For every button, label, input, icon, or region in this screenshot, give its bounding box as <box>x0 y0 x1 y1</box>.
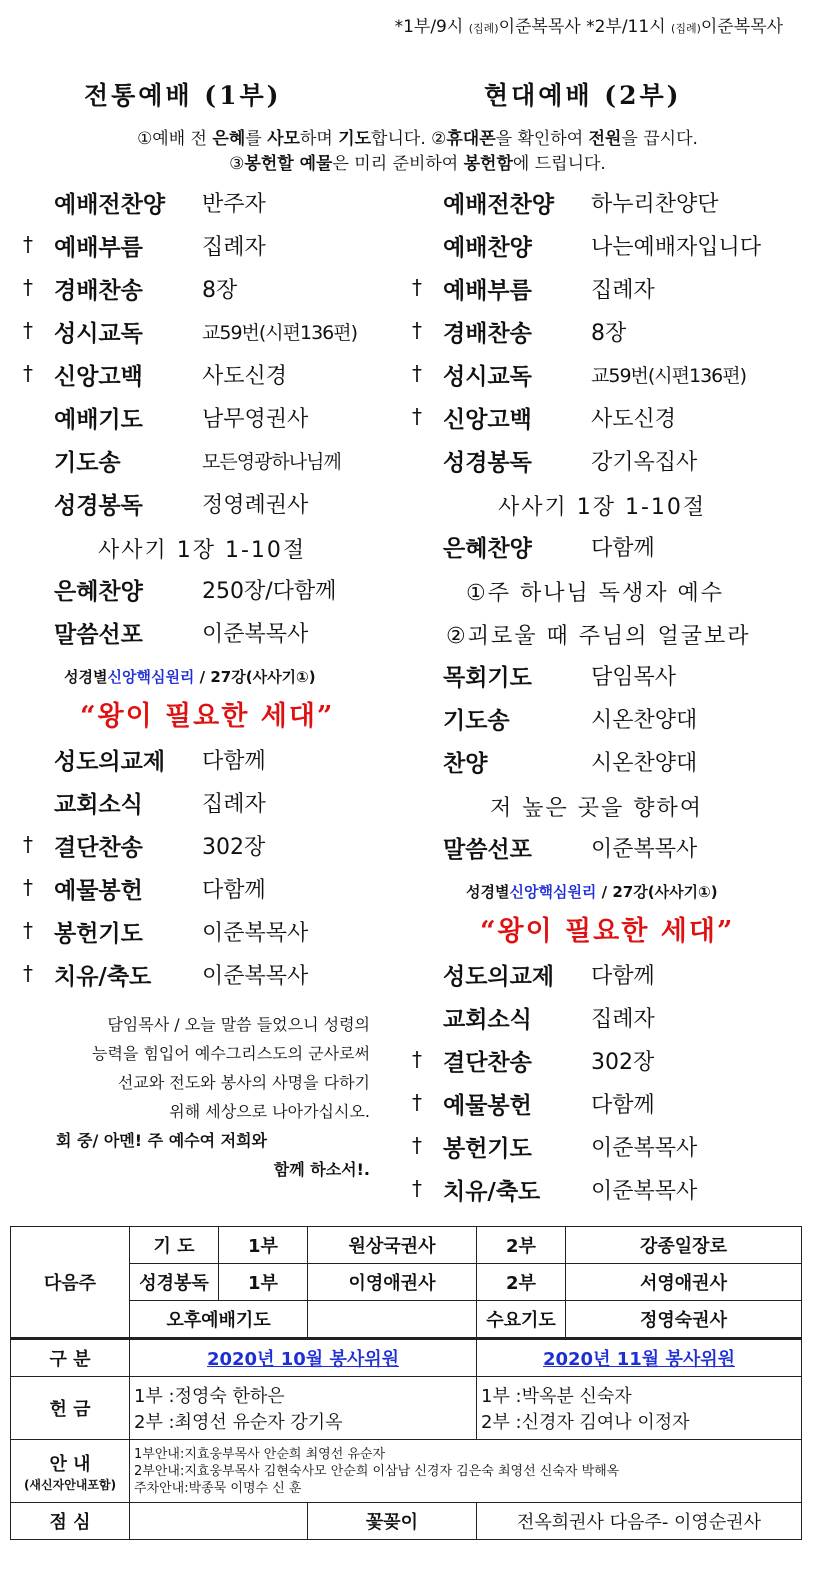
worship-order-item <box>54 740 266 778</box>
dagger-mark: † <box>23 918 33 942</box>
worship-order-item <box>443 441 697 479</box>
order-item-value: 담임목사 <box>591 664 677 690</box>
offering-label: 헌 금 <box>11 1377 130 1440</box>
notice-segment: 에 드립니다. <box>512 154 606 174</box>
order-item-label: 예배전찬양 <box>54 191 166 218</box>
part2-label: 2부 <box>477 1264 566 1301</box>
reading-part1-name: 이영애권사 <box>308 1264 477 1301</box>
dagger-mark: † <box>23 318 33 342</box>
traditional-service-title: 전통예배 (1부) <box>84 81 282 110</box>
dagger-mark: † <box>23 361 33 385</box>
order-item-value: 다함께 <box>202 748 266 774</box>
order-item-value: 이준복목사 <box>591 1135 698 1161</box>
order-item-label: 은혜찬양 <box>443 535 532 562</box>
worship-order-item <box>54 312 357 350</box>
worship-order-item <box>443 226 761 264</box>
october-offering-duty <box>130 1377 477 1440</box>
october-volunteers-link[interactable]: 2020년 10월 봉사위원 <box>206 1349 399 1370</box>
worship-order-item <box>443 355 746 393</box>
prayer-part1-name: 원상국권사 <box>308 1227 477 1264</box>
order-item-label: 은혜찬양 <box>54 578 143 605</box>
scripture-reference: 사사기 1장 1-10절 <box>98 538 307 563</box>
afternoon-prayer-label: 오후예배기도 <box>130 1301 308 1339</box>
benediction-line: 능력을 힘입어 예수그리스도의 군사로써 <box>91 1044 370 1063</box>
modern-service-title: 현대예배 (2부) <box>484 81 682 110</box>
notice-segment: 은 미리 준비하여 <box>332 154 464 174</box>
notice-segment: ①예배 전 <box>137 129 213 149</box>
dagger-mark: † <box>412 1176 422 1200</box>
order-item-value: 8장 <box>591 320 627 346</box>
order-item-label: 성시교독 <box>443 363 532 390</box>
prayer-part2-name: 강종일장로 <box>566 1227 802 1264</box>
order-item-label: 봉헌기도 <box>54 920 143 947</box>
order-item-value: 강기옥집사 <box>591 449 698 475</box>
dagger-mark: † <box>412 318 422 342</box>
order-item-value: 집례자 <box>591 277 655 303</box>
order-item-label: 예배전찬양 <box>443 191 555 218</box>
lunch-team: 꽃꽂이 <box>308 1503 477 1540</box>
worship-order-item <box>443 1041 654 1079</box>
order-item-value: 다함께 <box>591 1092 655 1118</box>
order-item-label: 경배찬송 <box>443 320 532 347</box>
prayer-label: 기 도 <box>130 1227 219 1264</box>
dagger-mark: † <box>412 1133 422 1157</box>
notice-segment: 은혜 <box>212 129 246 149</box>
order-item-value: 이준복목사 <box>591 836 698 862</box>
order-item-label: 신앙고백 <box>443 406 532 433</box>
worship-order-item <box>54 955 308 993</box>
order-item-label: 기도송 <box>443 707 510 734</box>
order-item-label: 말씀선포 <box>54 621 143 648</box>
part1-officiant: 이준복목사 <box>498 17 581 37</box>
sermon-series <box>466 881 718 902</box>
order-item-label: 결단찬송 <box>443 1049 532 1076</box>
dagger-mark: † <box>412 275 422 299</box>
november-volunteers-link[interactable]: 2020년 11월 봉사위원 <box>542 1349 735 1370</box>
scripture-reference: 사사기 1장 1-10절 <box>498 495 707 520</box>
order-item-label: 예배기도 <box>54 406 143 433</box>
order-item-value: 시온찬양대 <box>591 750 698 776</box>
worship-order-item <box>54 269 237 307</box>
sermon-series-part: / 27강(사사기①) <box>194 668 316 686</box>
usher-part1: 1부안내:지효웅부목사 안순희 최영선 유순자 <box>134 1446 386 1462</box>
worship-order-item <box>54 570 336 608</box>
dagger-mark: † <box>412 1090 422 1114</box>
lunch-label: 점 심 <box>11 1503 130 1540</box>
worship-order-item <box>54 912 308 950</box>
dagger-mark: † <box>23 832 33 856</box>
order-item-label: 교회소식 <box>443 1006 532 1033</box>
worship-order-item <box>54 183 266 221</box>
worship-order-item <box>443 312 626 350</box>
part2-officiant: 이준복목사 <box>700 17 783 37</box>
notice-segment: 봉헌함 <box>463 154 513 174</box>
worship-order-item <box>54 226 266 264</box>
order-item-label: 성시교독 <box>54 320 143 347</box>
sermon-title: “왕이 필요한 세대” <box>480 916 735 947</box>
dagger-mark: † <box>23 875 33 899</box>
order-item-value: 집례자 <box>591 1006 655 1032</box>
order-item-value: 302장 <box>202 834 266 860</box>
part1-officiant-tag: (집례) <box>468 22 499 35</box>
worship-order-item <box>443 742 697 780</box>
order-item-label: 말씀선포 <box>443 836 532 863</box>
division-label: 구 분 <box>11 1339 130 1377</box>
usher-duty <box>130 1440 802 1503</box>
order-item-value: 이준복목사 <box>591 1178 698 1204</box>
part1-label: 1부 <box>219 1227 308 1264</box>
part2-label: 2부 <box>477 1227 566 1264</box>
wednesday-prayer-label: 수요기도 <box>477 1301 566 1339</box>
order-item-value: 다함께 <box>591 535 655 561</box>
order-item-value: 250장/다함께 <box>202 578 337 604</box>
dagger-mark: † <box>23 961 33 985</box>
order-item-value: 이준복목사 <box>202 920 309 946</box>
next-week-label: 다음주 <box>11 1227 130 1339</box>
dagger-mark: † <box>23 232 33 256</box>
worship-order-item <box>443 1127 697 1165</box>
dagger-mark: † <box>412 361 422 385</box>
sermon-series-part: / 27강(사사기①) <box>596 883 718 901</box>
worship-order-item <box>443 1170 697 1208</box>
part1-label: 1부 <box>219 1264 308 1301</box>
order-item-label: 치유/축도 <box>54 963 152 990</box>
order-item-label: 예배부름 <box>54 234 143 261</box>
worship-order-item <box>443 1084 655 1122</box>
notice-segment: 전원 <box>588 129 622 149</box>
november-offering-part2: 2부 :신경자 김여나 이정자 <box>481 1412 690 1433</box>
worship-order-item <box>443 656 676 694</box>
notice-segment: 을 확인하여 <box>495 129 589 149</box>
notice-line-1 <box>0 124 835 149</box>
order-item-value: 사도신경 <box>202 363 288 389</box>
order-item-value: 302장 <box>591 1049 655 1075</box>
lunch-names: 전옥희권사 다음주- 이영순권사 <box>477 1503 802 1540</box>
order-item-value: 반주자 <box>202 191 266 217</box>
order-item-label: 기도송 <box>54 449 121 476</box>
order-item-value: 정영례권사 <box>202 492 309 518</box>
notice-segment: 봉헌할 예물 <box>244 154 333 174</box>
order-item-label: 찬양 <box>443 750 488 777</box>
notice-segment: 휴대폰 <box>446 129 496 149</box>
order-item-label: 예배찬양 <box>443 234 532 261</box>
order-item-value: 시온찬양대 <box>591 707 698 733</box>
worship-order-item <box>54 613 308 651</box>
order-item-value: 사도신경 <box>591 406 677 432</box>
order-item-label: 목회기도 <box>443 664 532 691</box>
order-item-label: 예배부름 <box>443 277 532 304</box>
order-item-label: 신앙고백 <box>54 363 143 390</box>
order-item-label: 성경봉독 <box>443 449 532 476</box>
afternoon-prayer-name <box>308 1301 477 1339</box>
service-duty-table <box>10 1226 802 1540</box>
order-item-label: 경배찬송 <box>54 277 143 304</box>
worship-order-item <box>443 699 697 737</box>
sermon-series-part: 성경별 <box>64 668 108 686</box>
order-item-value: 하누리찬양단 <box>591 191 719 217</box>
notice-line-2 <box>0 149 835 174</box>
grace-song-title: ②괴로울 때 주님의 얼굴보라 <box>446 624 751 649</box>
worship-order-item <box>54 355 287 393</box>
worship-order-item <box>54 398 308 436</box>
notice-segment: 합니다. ② <box>371 129 447 149</box>
order-item-value: 모든영광하나님께 <box>202 450 341 473</box>
benediction-line: 위해 세상으로 나아가십시오. <box>169 1102 370 1121</box>
order-item-label: 성도의교제 <box>54 748 166 775</box>
order-item-value: 이준복목사 <box>202 963 309 989</box>
order-item-value: 교59번(시편136편) <box>591 364 747 387</box>
notice-segment: 를 <box>245 129 268 149</box>
wednesday-prayer-name: 정영숙권사 <box>566 1301 802 1339</box>
congregation-response: 회 중/ 아멘! 주 예수여 저희와 <box>56 1131 268 1150</box>
usher-part2: 2부안내:지효웅부목사 김현숙사모 안순희 이삼남 신경자 김은숙 최영선 신숙자 박해옥 <box>134 1463 620 1479</box>
worship-order-item <box>443 828 697 866</box>
guide-title: 안 내 <box>49 1453 91 1475</box>
order-item-label: 예물봉헌 <box>443 1092 532 1119</box>
worship-order-item <box>54 826 265 864</box>
guide-label <box>11 1440 130 1503</box>
worship-order-item <box>54 484 308 522</box>
worship-order-item <box>443 398 676 436</box>
november-offering-duty <box>477 1377 802 1440</box>
notice-segment: 을 끕시다. <box>621 129 698 149</box>
order-item-value: 이준복목사 <box>202 621 309 647</box>
order-item-label: 성도의교제 <box>443 963 555 990</box>
service-time-note <box>395 12 783 37</box>
order-item-label: 교회소식 <box>54 791 143 818</box>
benediction-line: 담임목사 / 오늘 말씀 들었으니 성령의 <box>107 1015 370 1034</box>
dagger-mark: † <box>412 1047 422 1071</box>
order-item-value: 나는예배자입니다 <box>591 234 762 260</box>
sermon-series-part: 신앙핵심원리 <box>509 883 597 901</box>
worship-order-item <box>443 183 719 221</box>
sermon-series-part: 성경별 <box>466 883 510 901</box>
notice-segment: 기도 <box>338 129 372 149</box>
october-offering-part2: 2부 :최영선 유순자 강기옥 <box>134 1412 343 1433</box>
worship-order-item <box>443 527 655 565</box>
worship-order-item <box>443 269 655 307</box>
reading-label: 성경봉독 <box>130 1264 219 1301</box>
order-item-label: 치유/축도 <box>443 1178 541 1205</box>
congregation-response-end: 함께 하소서!. <box>273 1160 370 1179</box>
order-item-value: 다함께 <box>202 877 266 903</box>
sermon-series <box>64 666 316 687</box>
worship-order-item <box>443 998 655 1036</box>
sermon-title: “왕이 필요한 세대” <box>80 701 335 732</box>
part1-time: *1부/9시 <box>394 17 464 37</box>
dagger-mark: † <box>23 275 33 299</box>
order-item-label: 결단찬송 <box>54 834 143 861</box>
november-offering-part1: 1부 :박옥분 신숙자 <box>481 1386 632 1407</box>
order-item-value: 집례자 <box>202 791 266 817</box>
notice-segment: 하며 <box>299 129 339 149</box>
order-item-value: 다함께 <box>591 963 655 989</box>
lunch-blank <box>130 1503 308 1540</box>
reading-part2-name: 서영애권사 <box>566 1264 802 1301</box>
sermon-series-part: 신앙핵심원리 <box>107 668 195 686</box>
anthem-title: 저 높은 곳을 향하여 <box>490 796 703 821</box>
order-item-value: 8장 <box>202 277 238 303</box>
parking-duty: 주차안내:박종묵 이명수 신 훈 <box>134 1480 302 1496</box>
order-item-value: 교59번(시편136편) <box>202 321 358 344</box>
dagger-mark: † <box>412 404 422 428</box>
order-item-label: 예물봉헌 <box>54 877 143 904</box>
order-item-value: 집례자 <box>202 234 266 260</box>
worship-order-item <box>54 783 266 821</box>
part2-officiant-tag: (집례) <box>671 22 701 35</box>
benediction-line: 선교와 전도와 봉사의 사명을 다하기 <box>117 1073 370 1092</box>
benediction-text <box>40 1010 370 1184</box>
order-item-label: 봉헌기도 <box>443 1135 532 1162</box>
notice-segment: ③ <box>229 154 245 174</box>
notice-segment: 사모 <box>267 129 300 149</box>
worship-order-item <box>443 955 655 993</box>
worship-order-item <box>54 441 341 479</box>
guide-subtitle: (새신자안내포함) <box>23 1477 117 1492</box>
order-item-value: 남무영권사 <box>202 406 309 432</box>
worship-order-item <box>54 869 266 907</box>
october-offering-part1: 1부 :정영숙 한하은 <box>134 1386 285 1407</box>
grace-song-title: ①주 하나님 독생자 예수 <box>466 581 724 606</box>
order-item-label: 성경봉독 <box>54 492 143 519</box>
part2-time: *2부/11시 <box>586 17 666 37</box>
